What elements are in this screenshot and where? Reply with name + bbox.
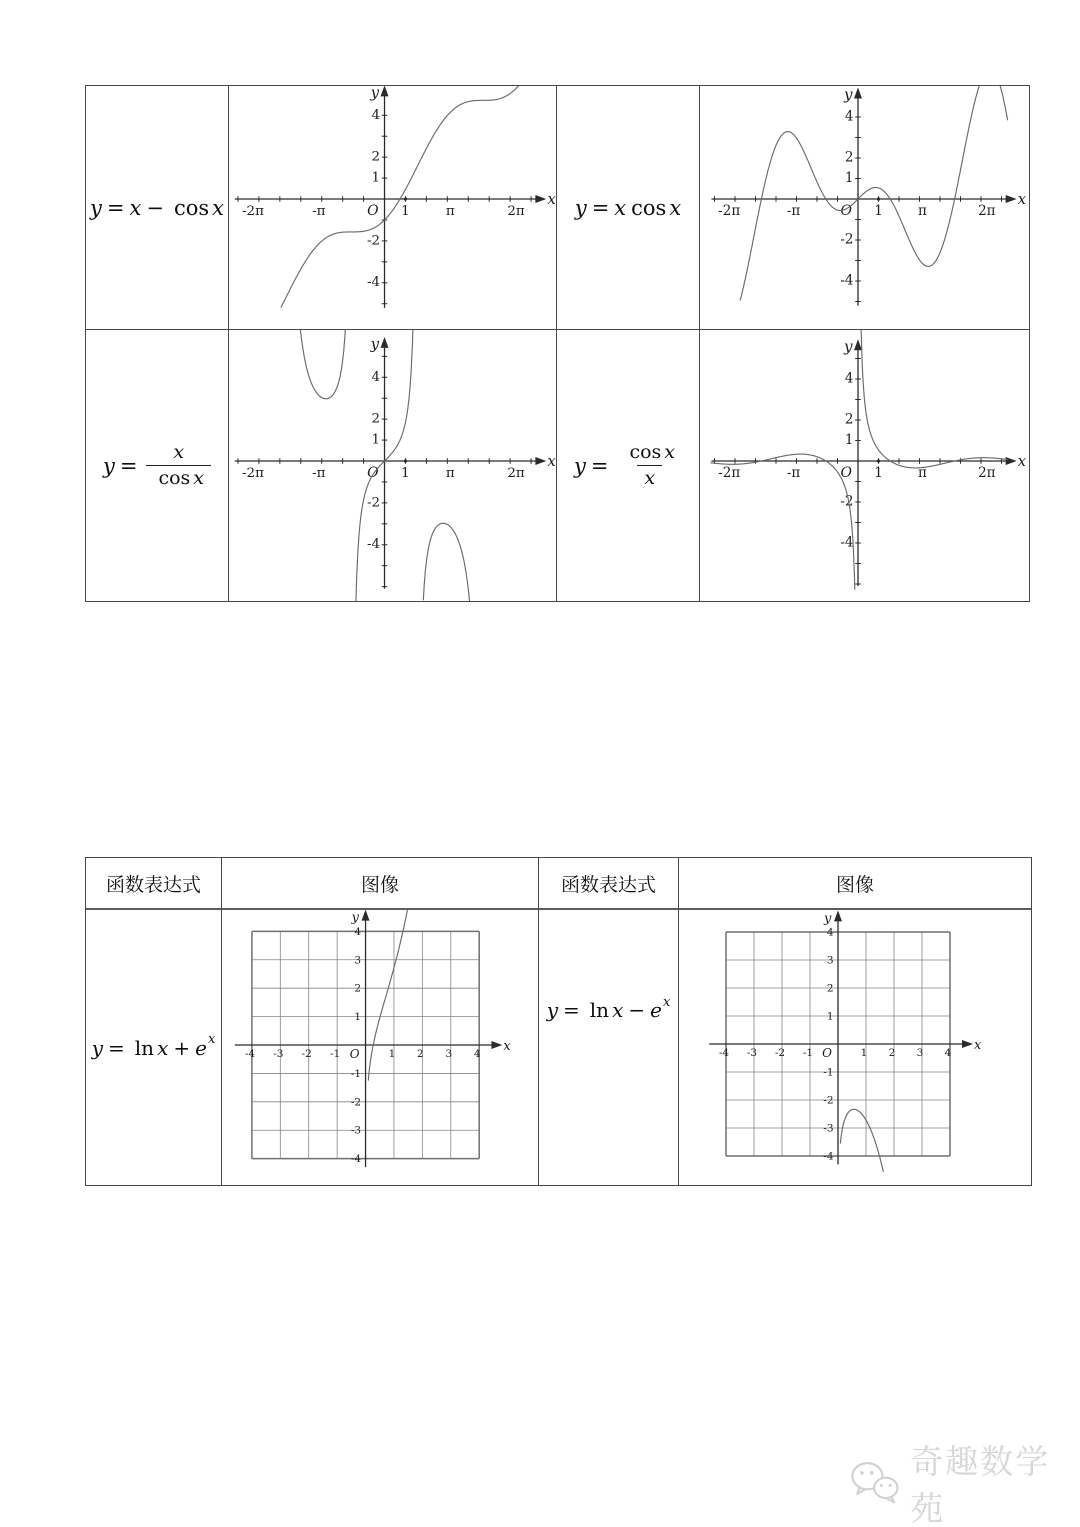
- svg-text:x: x: [503, 1038, 511, 1054]
- formula-y-equals-x-minus-cosx: y = x − cos x: [90, 195, 224, 220]
- svg-text:-π: -π: [312, 203, 326, 219]
- header-label: 函数表达式: [560, 873, 656, 896]
- formula-cell-lnx-minus-ex: [539, 910, 679, 1185]
- svg-text:π: π: [445, 465, 455, 481]
- svg-text:-2π: -2π: [242, 465, 264, 481]
- graph-y-equals-cosx-over-x: [700, 330, 1029, 601]
- svg-text:-π: -π: [786, 203, 801, 219]
- svg-text:3: 3: [445, 1047, 453, 1060]
- graph-y-equals-x-cosx: [700, 86, 1029, 330]
- svg-text:y: y: [844, 337, 853, 356]
- graph-y-equals-x-over-cosx: [229, 330, 556, 601]
- svg-text:-3: -3: [273, 1047, 284, 1060]
- svg-text:-2: -2: [840, 493, 854, 510]
- svg-text:3: 3: [916, 1047, 924, 1059]
- header-graph-1: [222, 858, 539, 910]
- svg-text:π: π: [445, 203, 455, 219]
- formula-y-equals-lnx-minus-ex: y = ln x − e x: [546, 994, 671, 1022]
- wechat-icon: [848, 1456, 902, 1510]
- svg-text:-2π: -2π: [242, 203, 264, 219]
- svg-text:4: 4: [844, 370, 854, 387]
- svg-text:2: 2: [371, 411, 381, 427]
- watermark-text: 奇趣数学苑: [910, 1442, 1051, 1527]
- svg-text:4: 4: [371, 369, 381, 385]
- svg-text:-4: -4: [840, 272, 854, 289]
- svg-text:2π: 2π: [978, 203, 996, 219]
- svg-text:4: 4: [354, 925, 362, 938]
- header-label: 图像: [360, 873, 399, 896]
- formula-cell-lnx-plus-ex: [86, 910, 222, 1185]
- svg-text:4: 4: [473, 1047, 481, 1060]
- svg-text:1: 1: [844, 432, 854, 448]
- svg-text:2π: 2π: [507, 203, 525, 219]
- svg-text:-4: -4: [244, 1047, 256, 1060]
- formula-y-equals-x-over-cosx: y = $\frac{x}{\text{cos x}}$: [103, 441, 211, 490]
- svg-text:-π: -π: [312, 465, 326, 481]
- svg-text:-3: -3: [823, 1122, 834, 1135]
- svg-text:2: 2: [844, 411, 854, 428]
- svg-text:y: y: [351, 910, 359, 926]
- svg-text:-2: -2: [366, 233, 381, 249]
- svg-text:x: x: [974, 1038, 982, 1053]
- header-function-expression-2: [539, 858, 679, 910]
- svg-text:4: 4: [371, 107, 381, 123]
- svg-text:-1: -1: [350, 1067, 362, 1080]
- svg-text:O: O: [840, 203, 852, 219]
- svg-text:π: π: [917, 465, 927, 481]
- svg-text:1: 1: [874, 465, 883, 481]
- svg-text:2π: 2π: [978, 465, 996, 481]
- svg-text:2π: 2π: [507, 465, 525, 481]
- svg-text:-4: -4: [718, 1047, 730, 1059]
- svg-text:1: 1: [371, 170, 381, 186]
- formula-y-equals-lnx-plus-ex: y = ln x + e x: [91, 1032, 216, 1060]
- svg-text:y: y: [370, 86, 380, 102]
- svg-text:-4: -4: [366, 275, 381, 291]
- svg-text:-4: -4: [350, 1153, 362, 1166]
- svg-text:1: 1: [388, 1047, 396, 1060]
- svg-text:-2: -2: [301, 1047, 312, 1060]
- svg-text:1: 1: [844, 170, 854, 186]
- svg-text:-1: -1: [330, 1047, 341, 1060]
- svg-text:x: x: [1017, 452, 1027, 470]
- svg-text:2: 2: [844, 149, 854, 166]
- svg-text:2: 2: [371, 149, 381, 165]
- svg-text:-4: -4: [366, 537, 381, 553]
- trig-functions-table: [85, 85, 1030, 602]
- svg-text:-2: -2: [840, 231, 854, 248]
- graph-cell-x-over-cosx: [229, 330, 557, 601]
- svg-text:1: 1: [874, 203, 883, 219]
- graph-y-equals-lnx-plus-ex: [222, 910, 538, 1185]
- graph-y-equals-x-minus-cosx: [229, 86, 556, 330]
- header-graph-2: [679, 858, 1031, 910]
- svg-text:y: y: [370, 334, 380, 353]
- graph-cell-x-minus-cosx: [229, 86, 557, 330]
- graph-cell-lnx-minus-ex: [679, 910, 1031, 1185]
- svg-text:y: y: [824, 911, 832, 927]
- svg-text:4: 4: [844, 108, 854, 125]
- graph-cell-cosx-over-x: [700, 330, 1029, 601]
- svg-text:O: O: [349, 1046, 360, 1061]
- svg-text:O: O: [367, 202, 379, 219]
- log-exp-functions-table: [85, 857, 1032, 1186]
- header-function-expression-1: [86, 858, 222, 910]
- formula-y-equals-x-cosx: y = x cos x: [574, 195, 682, 220]
- svg-text:-4: -4: [823, 1150, 834, 1163]
- svg-text:1: 1: [826, 1010, 834, 1023]
- svg-text:-3: -3: [746, 1047, 758, 1059]
- svg-text:π: π: [917, 203, 927, 219]
- svg-text:2: 2: [417, 1047, 424, 1060]
- svg-text:1: 1: [401, 465, 410, 481]
- svg-text:2: 2: [354, 982, 362, 995]
- svg-text:1: 1: [860, 1047, 868, 1059]
- svg-text:-3: -3: [350, 1124, 362, 1137]
- graph-cell-lnx-plus-ex: [222, 910, 539, 1185]
- formula-cell-x-cosx: [557, 86, 700, 330]
- header-label: 图像: [835, 873, 874, 896]
- svg-text:-4: -4: [840, 534, 854, 551]
- svg-text:4: 4: [826, 926, 834, 939]
- header-label: 函数表达式: [105, 873, 201, 896]
- svg-text:O: O: [822, 1046, 832, 1060]
- svg-text:-1: -1: [802, 1047, 814, 1059]
- svg-text:-2: -2: [774, 1047, 786, 1059]
- svg-text:-2: -2: [350, 1096, 362, 1109]
- svg-text:1: 1: [401, 203, 410, 219]
- formula-y-equals-cosx-over-x: y = $\frac{\text{cos x}}{x}$: [573, 441, 676, 489]
- svg-text:-1: -1: [823, 1066, 834, 1079]
- svg-text:3: 3: [354, 954, 362, 967]
- svg-text:2: 2: [826, 982, 834, 995]
- svg-text:1: 1: [371, 432, 381, 448]
- svg-text:y: y: [844, 86, 853, 104]
- svg-text:-2: -2: [366, 495, 381, 511]
- svg-text:x: x: [1017, 190, 1027, 208]
- svg-text:4: 4: [944, 1047, 952, 1059]
- watermark: [848, 1436, 1080, 1527]
- svg-text:3: 3: [826, 954, 834, 967]
- svg-text:1: 1: [354, 1011, 362, 1024]
- svg-text:x: x: [547, 451, 556, 470]
- svg-text:O: O: [840, 465, 852, 481]
- svg-text:O: O: [367, 464, 379, 481]
- svg-text:x: x: [547, 190, 556, 209]
- formula-cell-x-over-cosx: [86, 330, 229, 601]
- svg-text:-2π: -2π: [718, 203, 741, 219]
- svg-text:-2π: -2π: [718, 465, 741, 481]
- svg-text:-π: -π: [786, 465, 801, 481]
- formula-cell-cosx-over-x: [557, 330, 700, 601]
- svg-text:-2: -2: [823, 1094, 834, 1107]
- formula-cell-x-minus-cosx: [86, 86, 229, 330]
- svg-text:2: 2: [888, 1047, 896, 1059]
- graph-cell-x-cosx: [700, 86, 1029, 330]
- graph-y-equals-lnx-minus-ex: [679, 910, 1031, 1185]
